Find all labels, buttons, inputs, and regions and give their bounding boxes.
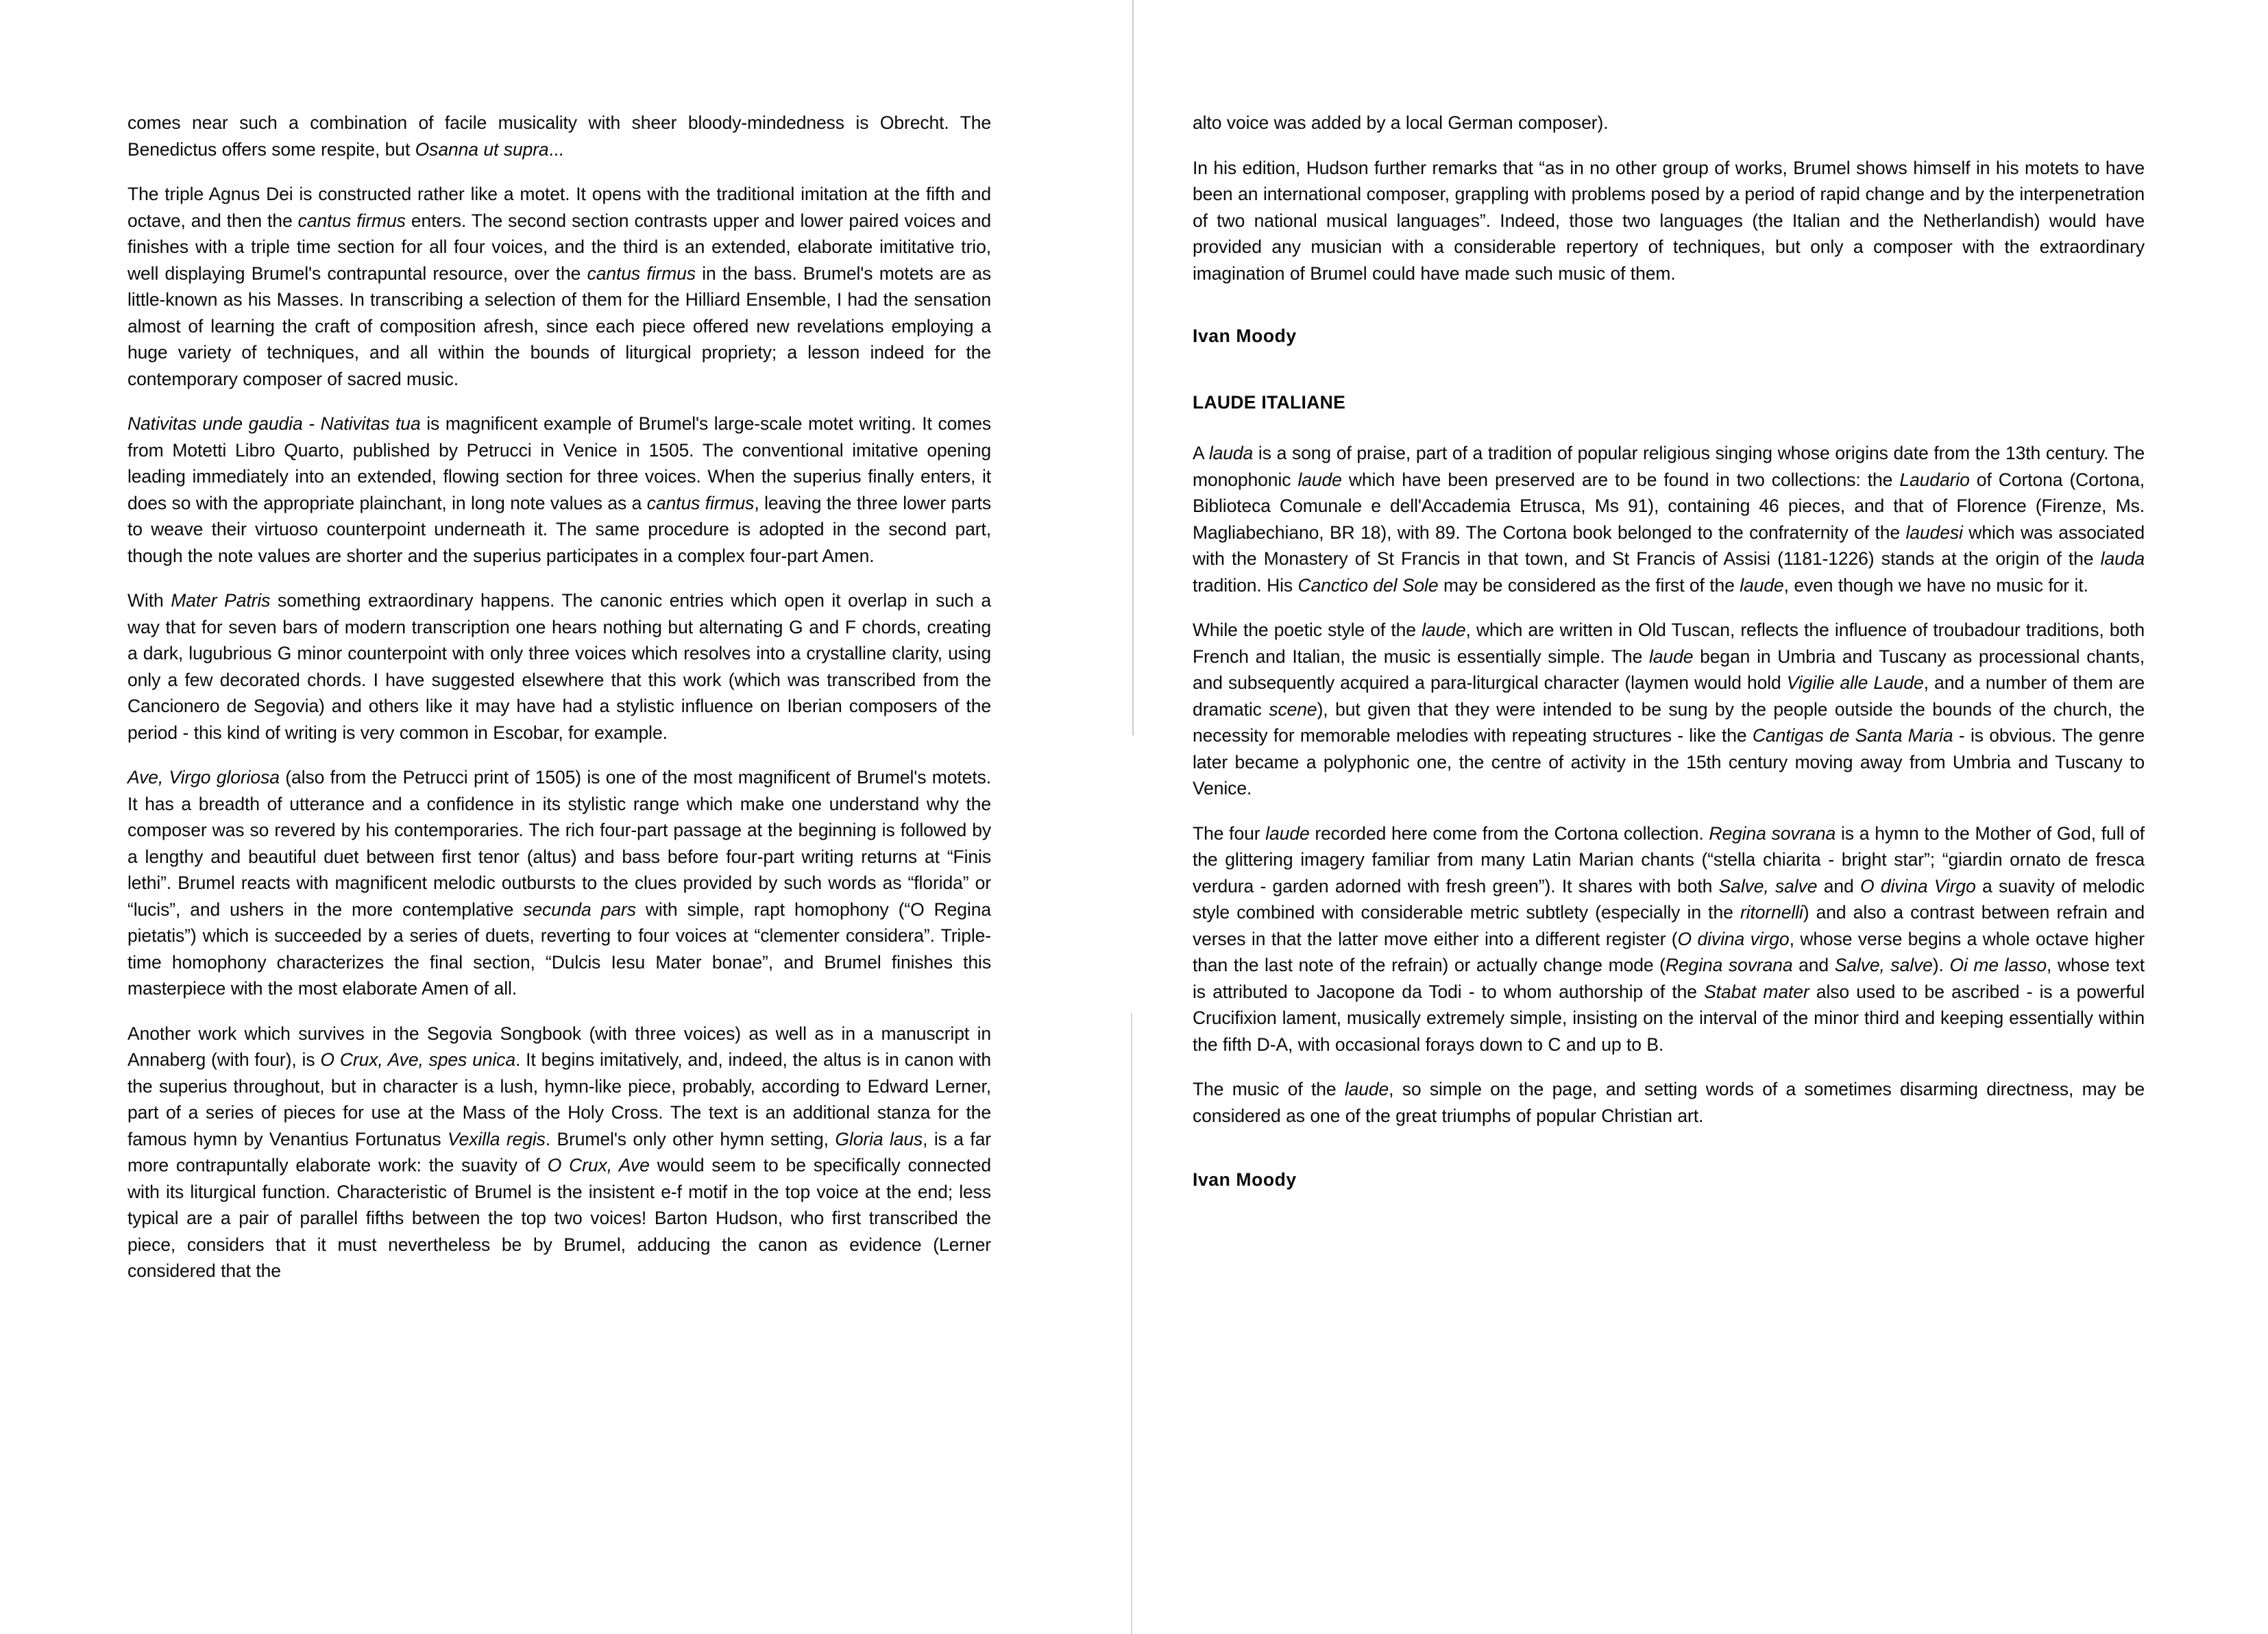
section-heading-laude-italiane: LAUDE ITALIANE	[1193, 391, 1346, 413]
paragraph: The triple Agnus Dei is constructed rather like a motet. It opens with the traditional imitation at the fifth and octave, and then the cantus firmus enters. The second section contrasts upper and lower paired voices and finishes with a triple time section for all four voices, and the third is an extended, elaborate imititative trio, well displaying Brumel's contrapuntal resource, over the cantus firmus in the bass. Brumel's motets are as little-known as his Masses. In transcribing a selection of them for the Hilliard Ensemble, I had the sensation almost of learning the craft of composition afresh, since each piece offered new revelations employing a huge variety of techniques, and all within the bounds of liturgical propriety; a lesson indeed for the contemporary composer of sacred music.	[127, 184, 992, 389]
spacer	[1193, 1147, 2145, 1167]
spacer	[1193, 305, 2145, 323]
paragraph: With Mater Patris something extraordinary happens. The canonic entries which open it overlap in such a way that for seven bars of modern transcription one hears nothing but alternating G and F chords, creating a dark, lugubrious G minor counterpoint with only three voices which resolves into a crystalline clarity, using only a few decorated chords. I have suggested elsewhere that this work (which was transcribed from the Cancionero de Segovia) and others like it may have had a stylistic influence on Iberian composers of the period - this kind of writing is very common in Escobar, for example.	[127, 590, 991, 743]
left-page	[0, 0, 1121, 1634]
right-page-text-column	[1193, 110, 2145, 1193]
paragraph: Ave, Virgo gloriosa (also from the Petrucci print of 1505) is one of the most magnificent of Brumel's motets. It has a breadth of utterance and a confidence in its stylistic range which make one understand why the composer was so revered by his contemporaries. The rich four-part passage at the beginning is followed by a lengthy and beautiful duet between first tenor (altus) and bass before four-part writing returns at “Finis lethi”. Brumel reacts with magnificent melodic outbursts to the clues provided by such words as “florida” or “lucis”, and ushers in the more contemplative secunda pars with simple, rapt homophony (“O Regina pietatis”) which is succeeded by a series of duets, reverting to four voices at “clementer considera”. Triple-time homophony characterizes the final section, “Dulcis Iesu Mater bonae”, and Brumel finishes this masterpiece with the most elaborate Amen of all.	[127, 767, 991, 999]
page-fold	[1121, 0, 1146, 1634]
author-signature-bottom: Ivan Moody	[1193, 1169, 1297, 1190]
paragraph: The four laude recorded here come from the Cortona collection. Regina sovrana is a hymn to the Mother of God, full of the glittering imagery familiar from many Latin Marian chants (“stella chiarita - bright star”; “giardin ornato de fresca verdura - garden adorned with fresh green”). It shares with both Salve, salve and O divina Virgo a suavity of melodic style combined with considerable metric subtlety (especially in the ritornelli) and also a contrast between refrain and verses in that the latter move either into a different register (O divina virgo, whose verse begins a whole octave higher than the last note of the refrain) or actually change mode (Regina sovrana and Salve, salve). Oi me lasso, whose text is attributed to Jacopone da Todi - to whom authorship of the Stabat mater also used to be ascribed - is a powerful Crucifixion lament, musically extremely simple, insisting on the interval of the minor third and keeping essentially within the fifth D-A, with occasional forays down to C and up to B.	[1193, 822, 2145, 1055]
paragraph: While the poetic style of the laude, which are written in Old Tuscan, reflects the influence of troubadour traditions, both French and Italian, the music is essentially simple. The laude began in Umbria and Tuscany as processional chants, and subsequently acquired a para-liturgical character (laymen would hold Vigilie alle Laude, and a number of them are dramatic scene), but given that they were intended to be sung by the people outside the bounds of the church, the necessity for memorable melodies with repeating structures - like the Cantigas de Santa Maria - is obvious. The genre later became a polyphonic one, the centre of activity in the 15th century moving away from Umbria and Tuscany to Venice.	[1193, 620, 2145, 798]
paragraph: Another work which survives in the Segovia Songbook (with three voices) as well as in a manuscript in Annaberg (with four), is O Crux, Ave, spes unica. It begins imitatively, and, indeed, the altus is in canon with the superius throughout, but in character is a lush, hymn-like piece, probably, according to Edward Lerner, part of a series of pieces for use at the Mass of the Holy Cross. The text is an additional stanza for the famous hymn by Venantius Fortunatus Vexilla regis. Brumel's only other hymn setting, Gloria laus, is a far more contrapuntally elaborate work: the suavity of O Crux, Ave would seem to be specifically connected with its liturgical function. Characteristic of Brumel is the insistent e-f motif in the top voice at the end; less typical are a pair of parallel fifths between the top two voices! Barton Hudson, who first transcribed the piece, considers that it must nevertheless be by Brumel, adducing the canon as evidence (Lerner considered that the	[127, 1023, 992, 1281]
paragraph: alto voice was added by a local German composer).	[1193, 112, 1609, 133]
right-page	[1146, 0, 2268, 1634]
paragraph: In his edition, Hudson further remarks that “as in no other group of works, Brumel shows himself in his motets to have been an international composer, grappling with problems posed by a period of rapid change and by the interpenetration of two national musical languages”. Indeed, those two languages (the Italian and the Netherlandish) would have provided any musician with a considerable repertory of techniques, but only a composer with the extraordinary imagination of Brumel could have made such music of them.	[1193, 157, 2145, 284]
left-page-text-column	[127, 110, 991, 1284]
author-signature-top: Ivan Moody	[1193, 326, 1297, 346]
paragraph: The music of the laude, so simple on the page, and setting words of a sometimes disarming directness, may be considered as one of the great triumphs of popular Christian art.	[1193, 1079, 2145, 1126]
paragraph: Nativitas unde gaudia - Nativitas tua is magnificent example of Brumel's large-scale motet writing. It comes from Motetti Libro Quarto, published by Petrucci in Venice in 1505. The conventional imitative opening leading immediately into an extended, flowing section for three voices. When the superius finally enters, it does so with the appropriate plainchant, in long note values as a cantus firmus, leaving the three lower parts to weave their virtuoso counterpoint underneath it. The same procedure is adopted in the second part, though the note values are shorter and the superius participates in a complex four-part Amen.	[127, 413, 991, 566]
fold-line-lower	[1131, 1013, 1132, 1634]
fold-line-upper	[1132, 0, 1134, 735]
paragraph: A lauda is a song of praise, part of a tradition of popular religious singing whose origins date from the 13th century. The monophonic laude which have been preserved are to be found in two collections: the Laudario of Cortona (Cortona, Biblioteca Comunale e dell'Accademia Etrusca, Ms 91), containing 46 pieces, and that of Florence (Firenze, Ms. Magliabechiano, BR 18), with 89. The Cortona book belonged to the confraternity of the laudesi which was associated with the Monastery of St Francis in that town, and St Francis of Assisi (1181-1226) stands at the origin of the lauda tradition. His Canctico del Sole may be considered as the first of the laude, even though we have no music for it.	[1193, 443, 2145, 596]
paragraph: comes near such a combination of facile musicality with sheer bloody-mindedness is Obrecht. The Benedictus offers some respite, but Osanna ut supra...	[127, 112, 991, 160]
